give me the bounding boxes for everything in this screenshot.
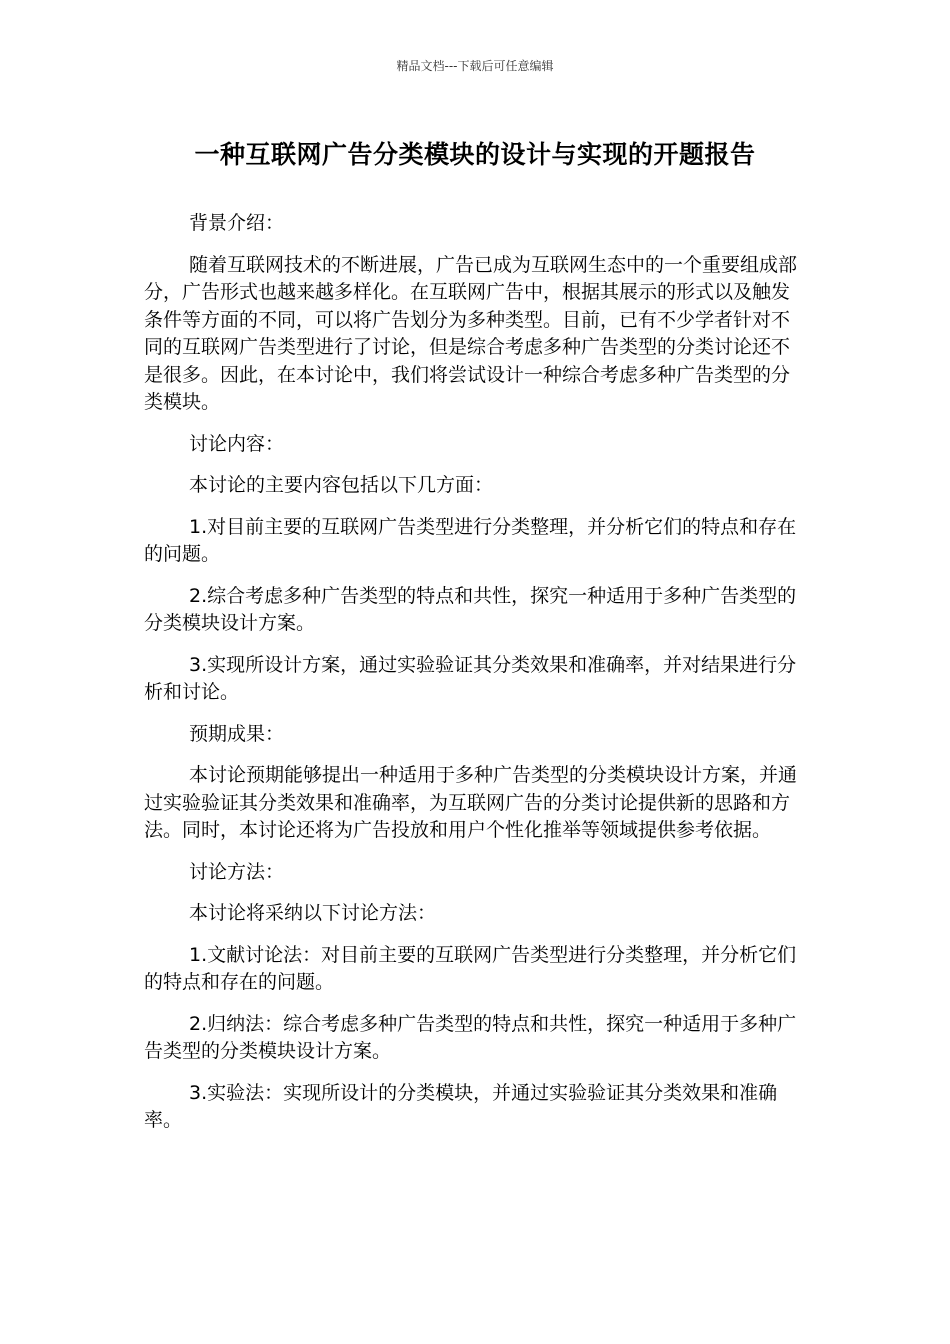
list-item-content-1: 1.对目前主要的互联网广告类型进行分类整理，并分析它们的特点和存在的问题。 (144, 515, 797, 565)
section-heading-content: 讨论内容： (189, 432, 285, 455)
list-item-method-3: 3.实验法：实现所设计的分类模块，并通过实验验证其分类效果和准确率。 (144, 1081, 778, 1131)
list-item-method-1: 1.文献讨论法：对目前主要的互联网广告类型进行分类整理，并分析它们的特点和存在的问题。 (144, 943, 797, 993)
list-item-method-2: 2.归纳法：综合考虑多种广告类型的特点和共性，探究一种适用于多种广告类型的分类模块设计方案。 (144, 1012, 797, 1062)
list-item-content-3: 3.实现所设计方案，通过实验验证其分类效果和准确率，并对结果进行分析和讨论。 (144, 653, 797, 703)
section-heading-methods: 讨论方法： (189, 860, 285, 883)
paragraph-background: 随着互联网技术的不断进展，广告已成为互联网生态中的一个重要组成部分，广告形式也越来越多样化。在互联网广告中，根据其展示的形式以及触发条件等方面的不同，可以将广告划分为多种类型。目前，已有不少学者针对不同的互联网广告类型进行了讨论，但是综合考虑多种广告类型的分类讨论还不是很多。因此，在本讨论中，我们将尝试设计一种综合考虑多种广告类型的分类模块。 (144, 253, 798, 413)
paragraph-content-intro: 本讨论的主要内容包括以下几方面： (189, 474, 494, 496)
list-item-content-2: 2.综合考虑多种广告类型的特点和共性，探究一种适用于多种广告类型的分类模块设计方案。 (144, 584, 797, 634)
section-heading-background: 背景介绍： (189, 212, 285, 234)
header-note: 精品文档---下载后可任意编辑 (396, 59, 554, 73)
document-body (144, 210, 800, 1149)
section-heading-expected-results: 预期成果： (189, 722, 285, 745)
paragraph-expected-results: 本讨论预期能够提出一种适用于多种广告类型的分类模块设计方案，并通过实验验证其分类效果和准确率，为互联网广告的分类讨论提供新的思路和方法。同时，本讨论还将为广告投放和用户个性化推举等领域提供参考依据。 (144, 764, 798, 841)
paragraph-methods-intro: 本讨论将采纳以下讨论方法： (189, 902, 437, 924)
document-title: 一种互联网广告分类模块的设计与实现的开题报告 (194, 140, 756, 169)
